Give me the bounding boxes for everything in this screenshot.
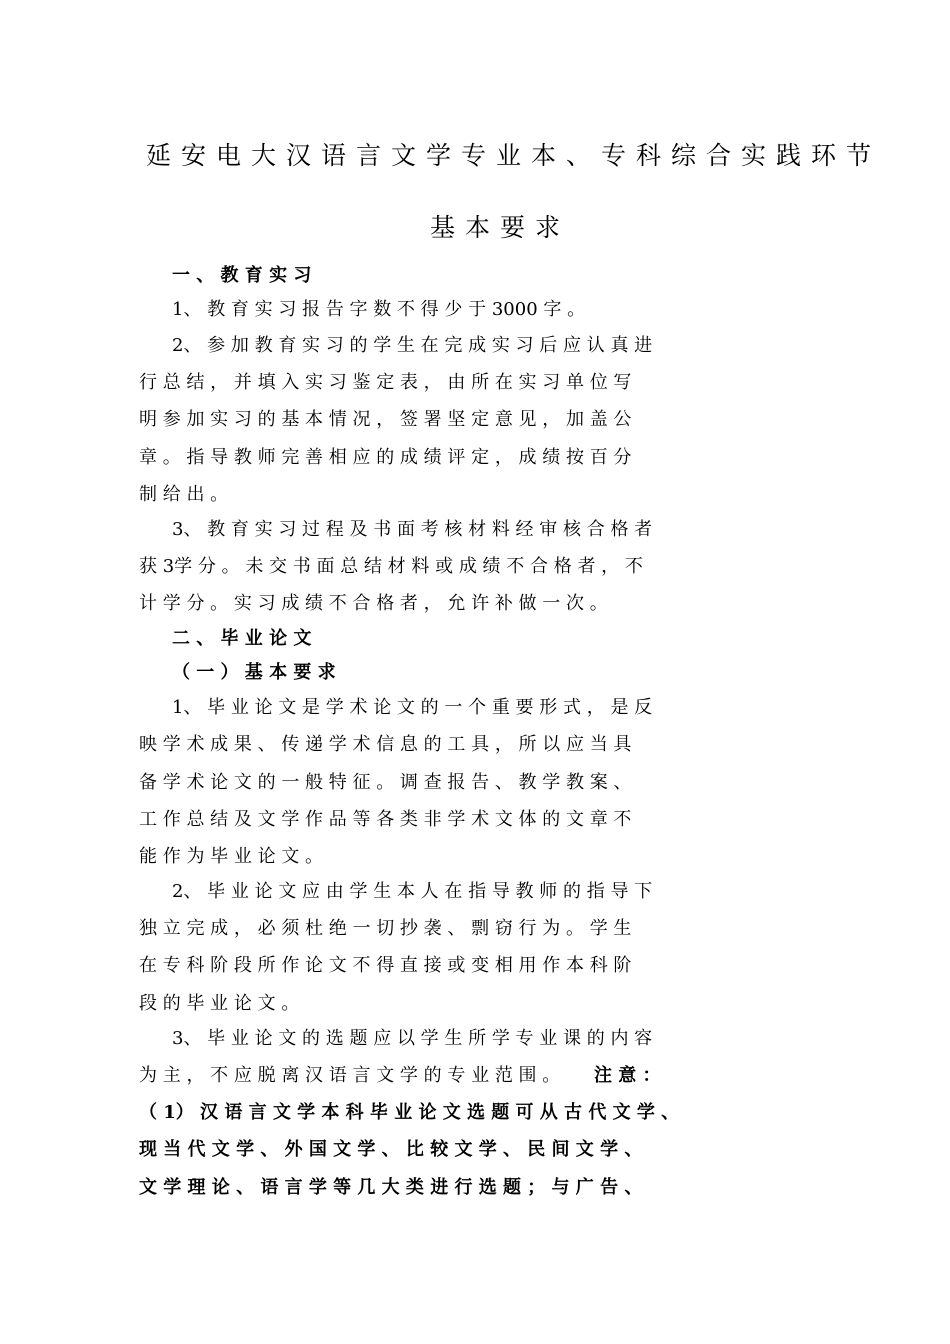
paragraph-line: 3、 教 育 实 习 过 程 及 书 面 考 核 材 料 经 审 核 合 格 者: [172, 519, 653, 540]
section-heading: 一 、 教 育 实 习: [172, 265, 312, 286]
paragraph-line: 1、 毕 业 论 文 是 学 术 论 文 的 一 个 重 要 形 式 ， 是 反: [172, 697, 653, 718]
paragraph-line: 3、 毕 业 论 文 的 选 题 应 以 学 生 所 学 专 业 课 的 内 容: [172, 1028, 653, 1049]
paragraph-line: 在 专 科 阶 段 所 作 论 文 不 得 直 接 或 变 相 用 作 本 科 阶: [139, 955, 632, 976]
section-heading: 二 、 毕 业 论 文: [172, 628, 312, 649]
subsection-heading: （ 一 ） 基 本 要 求: [172, 662, 336, 683]
paragraph-line: 2、 毕 业 论 文 应 由 学 生 本 人 在 指 导 教 师 的 指 导 下: [172, 881, 653, 902]
paragraph-line: 独 立 完 成 ， 必 须 杜 绝 一 切 抄 袭 、 剽 窃 行 为 。 学 生: [139, 918, 632, 939]
paragraph-line-bold: 现 当 代 文 学 、 外 国 文 学 、 比 较 文 学 、 民 间 文 学 、: [139, 1139, 643, 1160]
paragraph-line: 制 给 出 。: [139, 484, 229, 505]
paragraph-line: [139, 1064, 661, 1088]
paragraph-line: 映 学 术 成 果 、 传 递 学 术 信 息 的 工 具 ， 所 以 应 当 具: [139, 734, 632, 755]
paragraph-line: 段 的 毕 业 论 文 。: [139, 993, 300, 1014]
paragraph-line: 计 学 分 。 实 习 成 绩 不 合 格 者 ， 允 许 补 做 一 次 。: [139, 593, 608, 614]
paragraph-line-bold: 文 学 理 论 、 语 言 学 等 几 大 类 进 行 选 题 ； 与 广 告 、: [139, 1177, 643, 1198]
paragraph-line-bold: （ 1） 汉 语 言 文 学 本 科 毕 业 论 文 选 题 可 从 古 代 文 学 、: [139, 1102, 680, 1123]
paragraph-line: 章 。 指 导 教 师 完 善 相 应 的 成 绩 评 定 ， 成 绩 按 百 分: [139, 447, 632, 468]
paragraph-line: 1、 教 育 实 习 报 告 字 数 不 得 少 于 3000 字 。: [172, 299, 586, 320]
paragraph-line: 能 作 为 毕 业 论 文 。: [139, 846, 324, 867]
paragraph-line: 2、 参 加 教 育 实 习 的 学 生 在 完 成 实 习 后 应 认 真 进: [172, 335, 653, 356]
document-subtitle: 基本要求: [430, 213, 571, 242]
paragraph-line: 工 作 总 结 及 文 学 作 品 等 各 类 非 学 术 文 体 的 文 章 不: [139, 809, 632, 830]
note-label: 注 意 ：: [594, 1065, 661, 1086]
document-title: 延安电大汉语言文学专业本、专科综合实践环节: [146, 141, 882, 170]
paragraph-line: 获 3学 分 。 未 交 书 面 总 结 材 料 或 成 绩 不 合 格 者 ， 不: [139, 556, 643, 577]
paragraph-line: 明 参 加 实 习 的 基 本 情 况 ， 签 署 坚 定 意 见 ， 加 盖 公: [139, 409, 632, 430]
paragraph-text: 为 主 ， 不 应 脱 离 汉 语 言 文 学 的 专 业 范 围 。: [139, 1065, 561, 1086]
paragraph-line: 备 学 术 论 文 的 一 般 特 征 。 调 查 报 告 、 教 学 教 案 、: [139, 772, 632, 793]
paragraph-line: 行 总 结 ， 并 填 入 实 习 鉴 定 表 ， 由 所 在 实 习 单 位 写: [139, 372, 632, 393]
